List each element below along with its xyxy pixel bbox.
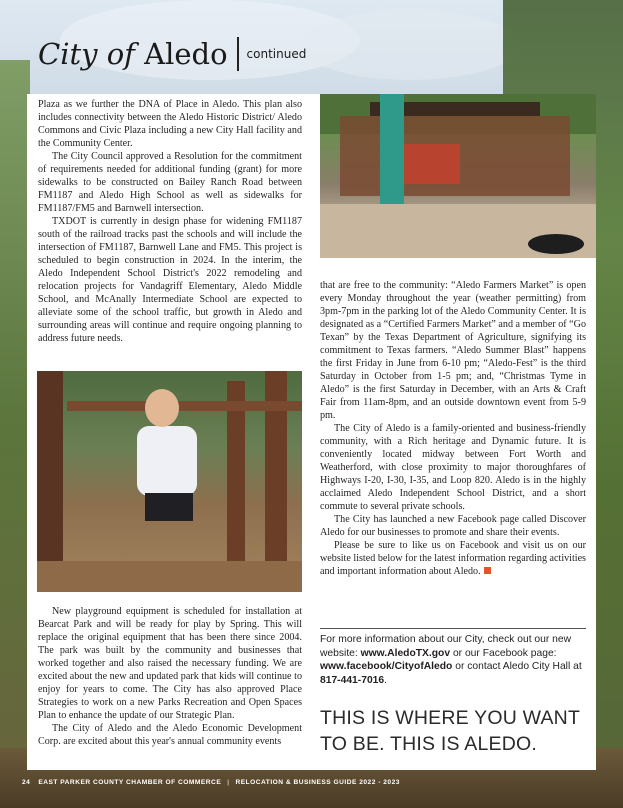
article-column-right bbox=[320, 279, 586, 578]
photo-railing bbox=[67, 401, 302, 411]
photo-deck bbox=[37, 561, 302, 592]
info-text: or our Facebook page: bbox=[450, 647, 557, 659]
playground-photo bbox=[320, 94, 596, 258]
info-text: . bbox=[384, 674, 387, 686]
phone-number: 817-441-7016 bbox=[320, 674, 385, 686]
photo-child-shorts bbox=[145, 493, 193, 521]
paragraph-last bbox=[320, 539, 586, 578]
photo-child-head bbox=[145, 389, 179, 427]
tagline-line: THIS IS WHERE YOU WANT bbox=[320, 707, 581, 729]
page-header bbox=[38, 34, 306, 74]
photo-tire bbox=[528, 234, 584, 254]
article-column-left-top bbox=[38, 98, 302, 345]
paragraph: New playground equipment is scheduled for installation at Bearcat Park and will be ready for play by Spring. This will replace the original equipment that has been there since 2004. The park was built by the community and businesses that worked together and also raised the necessary funding. We are excited about the new and updated park that kids will continue to enjoy for years to come. The City has also approved Place Strategies to work on a new Parks Recreation and Open Spaces Plan to enhance the update of our Strategic Plan. bbox=[38, 606, 302, 721]
page-title bbox=[38, 37, 228, 71]
title-main: Aledo bbox=[144, 37, 228, 71]
title-italic: City of bbox=[38, 37, 135, 71]
footer-separator: | bbox=[227, 779, 230, 786]
page-footer bbox=[22, 779, 400, 786]
facebook-link[interactable]: www.facebook/CityofAledo bbox=[320, 661, 453, 673]
info-text: For more information about our City, check out our new website: bbox=[320, 634, 572, 659]
footer-guide: RELOCATION & BUSINESS GUIDE 2022 - 2023 bbox=[235, 779, 400, 786]
paragraph: The City of Aledo is a family-oriented and business-friendly community, with a Rich heritage and Dynamic future. It is conveniently located midway between Fort Worth and Weatherford, with close proximity to major thoroughfares of Highways I-20, I-30, I-35, and Loop 820. Aledo is in the highly acclaimed Aledo Independent School District, and a short commute to several private schools. bbox=[320, 423, 586, 512]
tagline-line: TO BE. THIS IS ALEDO. bbox=[320, 733, 537, 755]
article-column-left-bottom bbox=[38, 605, 302, 748]
paragraph-text: Please be sure to like us on Facebook and visit us on our website listed below for the latest information regarding activities and important information about Aledo. bbox=[320, 540, 586, 577]
website-link[interactable]: www.AledoTX.gov bbox=[360, 647, 451, 659]
tagline bbox=[320, 705, 590, 757]
background-cloud bbox=[300, 10, 520, 80]
background-tree-left bbox=[0, 60, 30, 760]
title-divider bbox=[237, 37, 239, 71]
contact-info bbox=[320, 633, 586, 687]
continued-label: continued bbox=[246, 47, 307, 61]
paragraph: TXDOT is currently in design phase for widening FM1187 south of the railroad tracks past the schools and will include the intersection of FM1187, Barnwell Lane and FM5. This project is scheduled to begin construction in 2024. In the interim, the Aledo Independent School District's 2022 remodeling and relocation projects for Vandagriff Elementary, Aledo Middle School, and McAnally Intermediate School are expected to alleviate some of the school traffic, but growth in Aledo and surrounding areas will continue and require ongoing planning to address future needs. bbox=[38, 216, 302, 344]
info-text: or contact Aledo City Hall at bbox=[452, 661, 582, 673]
end-mark-icon bbox=[484, 567, 491, 574]
paragraph: The City of Aledo and the Aledo Economic Development Corp. are excited about this year's annual community events bbox=[38, 723, 302, 747]
paragraph: that are free to the community: “Aledo Farmers Market” is open every Monday throughout the year (weather permitting) from 3pm-7pm in the parking lot of the Aledo Community Center. It is designated as a “Certified Farmers Market” and a member of “Go Texan” by the Texas Department of Agriculture, signifying its commitment to Texas farmers. “Aledo Summer Blast” happens the first Friday in June from 6-10 pm; “Aledo-Fest” is the third Saturday in October from 1-5 pm; and, “Christmas Tyme in Aledo” is the first Saturday in December, with an Arts & Craft Fair from 11am-8pm, and an outside downtown event from 5-9 pm. bbox=[320, 280, 586, 421]
child-playground-photo bbox=[37, 371, 302, 592]
paragraph: Plaza as we further the DNA of Place in Aledo. This plan also includes connectivity between the Aledo Historic District/ Aledo Commons and Civic Plaza including a new City Hall facility and the Community Center. bbox=[38, 99, 302, 149]
footer-org: EAST PARKER COUNTY CHAMBER OF COMMERCE bbox=[38, 779, 222, 786]
photo-slide bbox=[400, 144, 460, 184]
photo-post bbox=[37, 371, 63, 592]
page-number: 24 bbox=[22, 779, 31, 786]
paragraph: The City has launched a new Facebook page called Discover Aledo for our businesses to promote and share their events. bbox=[320, 514, 586, 538]
photo-child-shirt bbox=[137, 426, 197, 496]
info-divider bbox=[320, 628, 586, 629]
paragraph: The City Council approved a Resolution for the commitment of requirements needed for additional funding (grant) for more sidewalks to be constructed on Bailey Ranch Road between FM1187 and Aledo High School as well as sidewalks for FM1187/FM5 and Barnwell intersection. bbox=[38, 151, 302, 214]
